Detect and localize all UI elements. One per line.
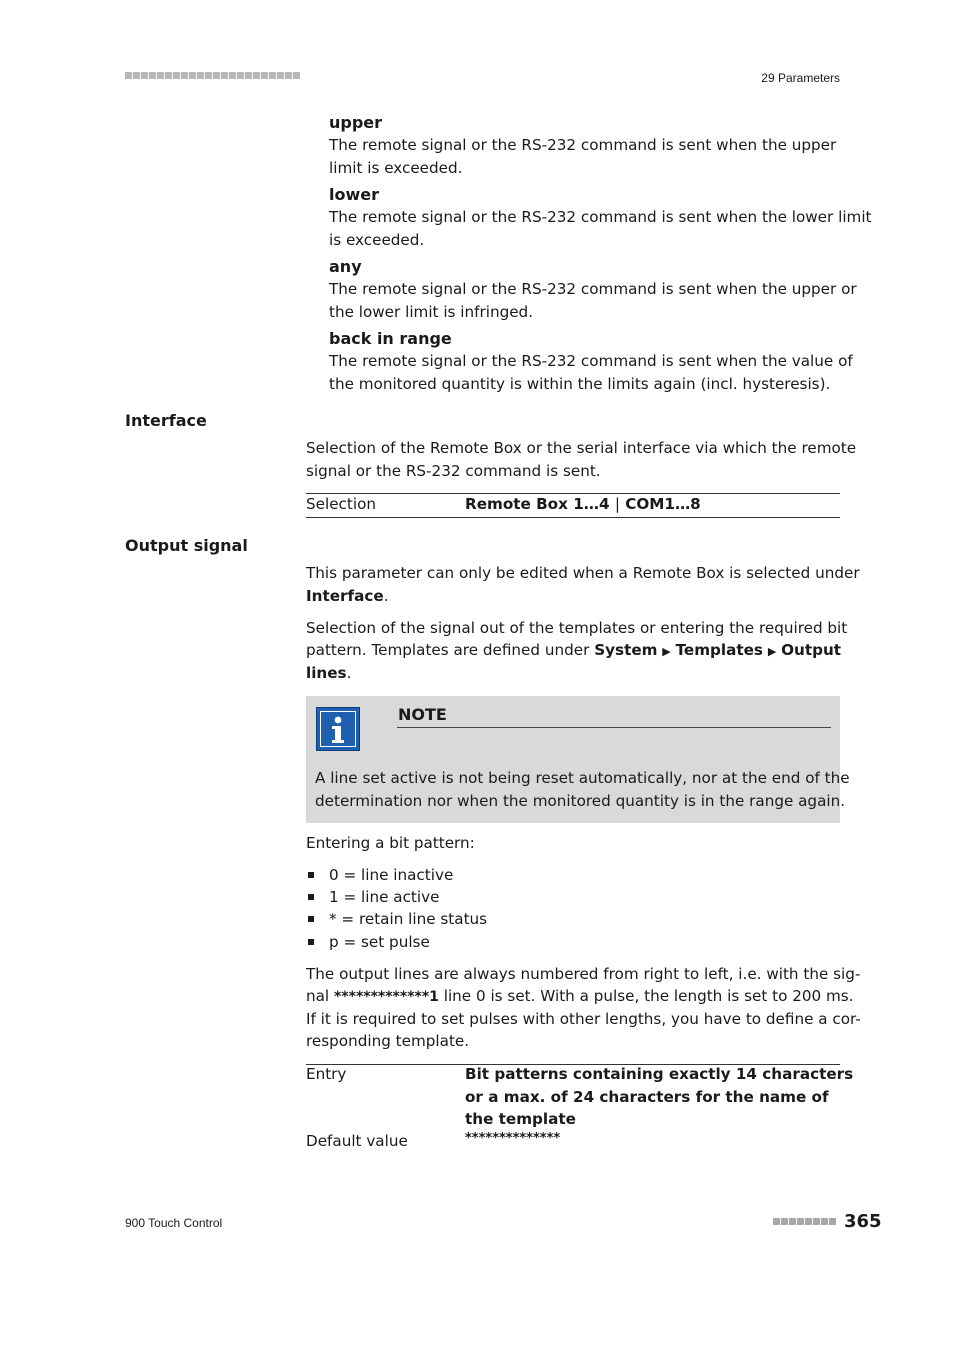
output-p3-line1: The output lines are always numbered from right to left, i.e. with the sig- — [306, 965, 861, 983]
output-p3-line2: nal *************1 line 0 is set. With a pulse, the length is set to 200 ms. — [306, 987, 854, 1005]
note-title-rule — [397, 727, 831, 728]
page-number: 365 — [844, 1211, 882, 1232]
bullet-item: 1 = line active — [329, 888, 440, 906]
bullet-item: * = retain line status — [329, 910, 488, 928]
option-desc-line: The remote signal or the RS-232 command is sent when the upper — [329, 136, 837, 154]
selection-value: Remote Box 1…4 | COM1…8 — [465, 495, 701, 513]
entry-value-1: Bit patterns containing exactly 14 characters — [465, 1065, 854, 1083]
output-p2-line3: lines. — [306, 664, 352, 682]
output-p2-line1: Selection of the signal out of the templates or entering the required bit — [306, 619, 848, 637]
section-heading-interface: Interface — [125, 411, 207, 430]
output-p3-line4: responding template. — [306, 1032, 470, 1050]
bullet-marker — [308, 939, 314, 945]
option-list — [329, 112, 849, 179]
menu-arrow-icon: ▶ — [662, 645, 671, 658]
bullet-marker — [308, 916, 314, 922]
option-term-back-in-range: back in range — [329, 329, 452, 348]
bullet-marker — [308, 872, 314, 878]
option-term-any: any — [329, 257, 362, 276]
note-text-1: A line set active is not being reset automatically, nor at the end of the — [315, 769, 850, 787]
info-icon — [316, 707, 360, 751]
output-p2-line2: pattern. Templates are defined under System ▶ Templates ▶ Output — [306, 641, 842, 659]
interface-desc-1: Selection of the Remote Box or the serial interface via which the remote — [306, 439, 857, 457]
entry-value-3: the template — [465, 1110, 576, 1128]
menu-arrow-icon: ▶ — [767, 645, 777, 658]
option-desc-lower-2: is exceeded. — [329, 231, 425, 249]
option-desc-back-1: The remote signal or the RS-232 command is sent when the value of — [329, 352, 853, 370]
option-term-lower: lower — [329, 185, 379, 204]
option-desc-line: limit is exceeded. — [329, 158, 463, 177]
bit-pattern-intro: Entering a bit pattern: — [306, 834, 475, 852]
chapter-title: 29 Parameters — [761, 71, 840, 85]
option-desc-back-2: the monitored quantity is within the limits again (incl. hysteresis). — [329, 375, 831, 393]
output-p3-line3: If it is required to set pulses with other lengths, you have to define a cor- — [306, 1010, 861, 1028]
footer-decoration — [773, 1218, 837, 1225]
entry-label: Entry — [306, 1065, 347, 1083]
default-value-label: Default value — [306, 1132, 408, 1150]
section-heading-output-signal: Output signal — [125, 536, 248, 555]
note-text-2: determination nor when the monitored quantity is in the range again. — [315, 792, 846, 810]
header-decoration — [125, 72, 301, 80]
output-p1-line2: Interface. — [306, 587, 389, 605]
bullet-item: p = set pulse — [329, 933, 430, 951]
default-value: ************** — [465, 1131, 561, 1146]
bullet-marker — [308, 894, 314, 900]
option-upper — [329, 112, 849, 179]
footer-product: 900 Touch Control — [125, 1216, 223, 1230]
entry-value-2: or a max. of 24 characters for the name of — [465, 1088, 829, 1106]
note-title: NOTE — [398, 705, 447, 724]
option-desc-any-2: the lower limit is infringed. — [329, 303, 534, 321]
interface-desc-2: signal or the RS-232 command is sent. — [306, 462, 601, 480]
output-p1-line1: This parameter can only be edited when a Remote Box is selected under — [306, 564, 860, 582]
selection-label: Selection — [306, 495, 376, 513]
option-desc-any-1: The remote signal or the RS-232 command is sent when the upper or — [329, 280, 857, 298]
bullet-item: 0 = line inactive — [329, 866, 454, 884]
option-term: upper — [329, 113, 383, 132]
table-rule — [306, 517, 840, 518]
option-desc-lower-1: The remote signal or the RS-232 command is sent when the lower limit — [329, 208, 872, 226]
